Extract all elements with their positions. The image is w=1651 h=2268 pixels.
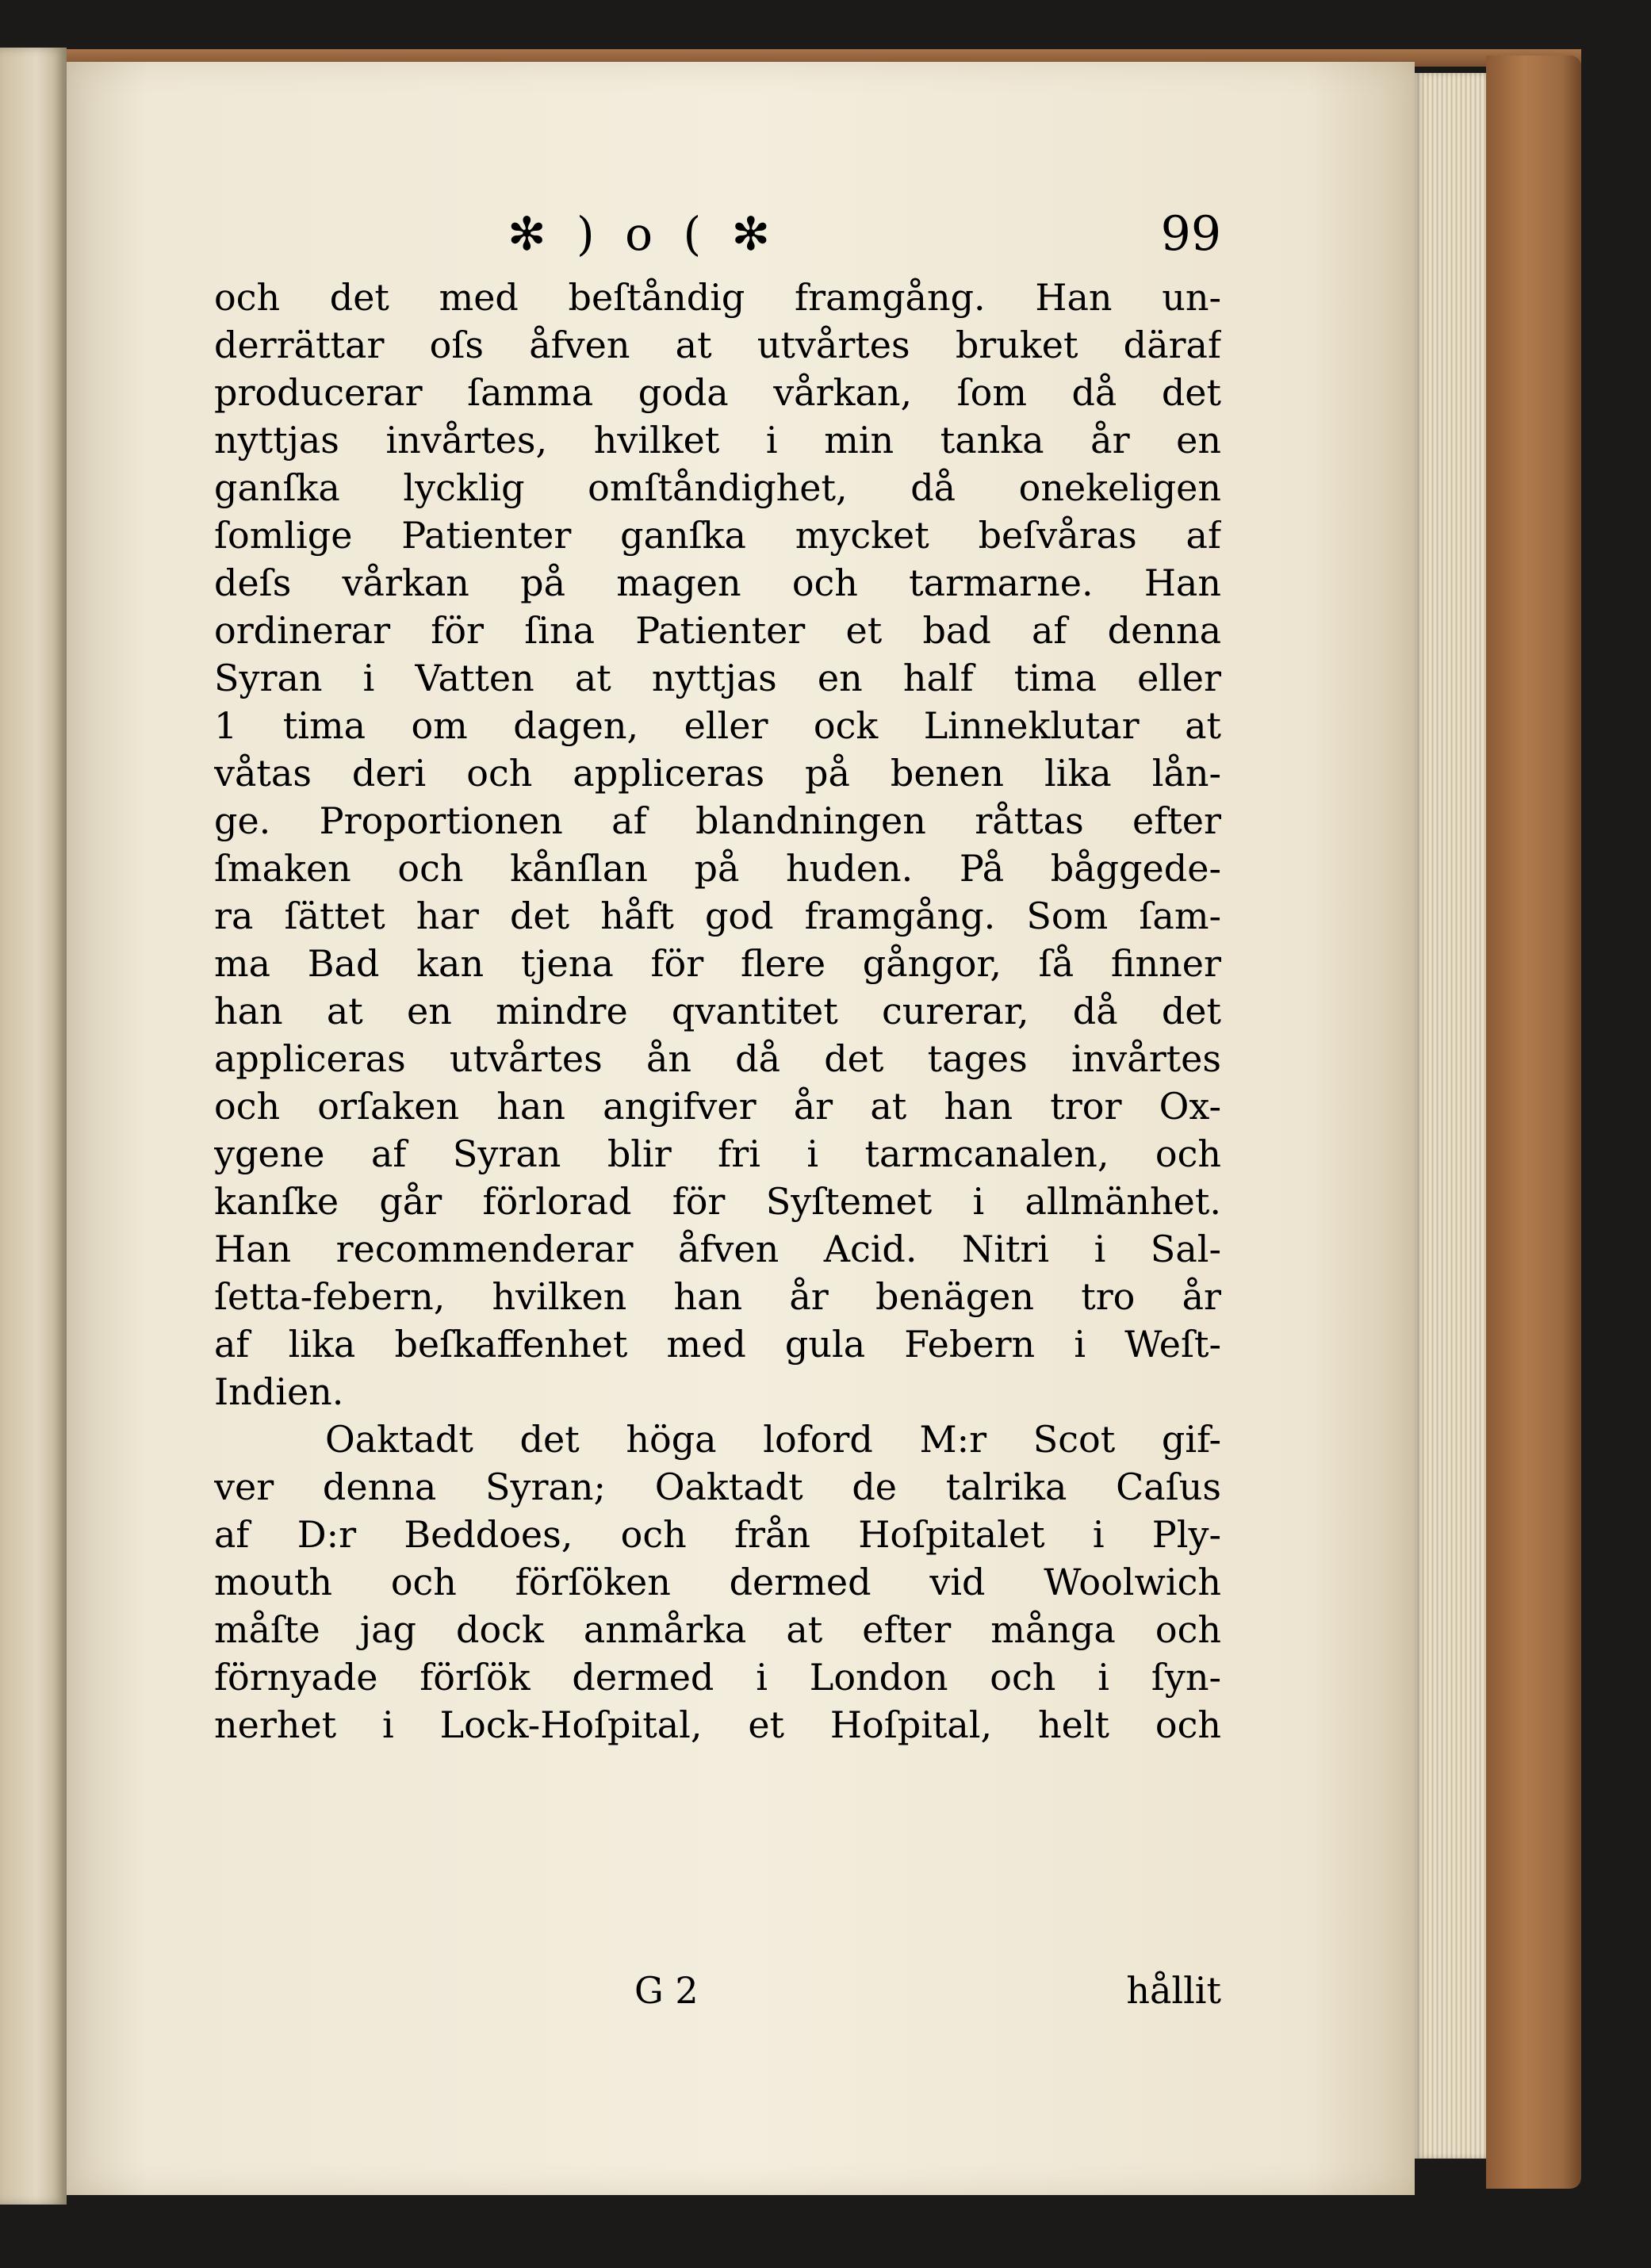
text-line: han at en mindre qvantitet curerar, då det [214,990,1221,1032]
text-line: Syran i Vatten at nyttjas en half tima eller [214,657,1221,699]
text-line: mouth och förſöken dermed vid Woolwich [214,1561,1221,1603]
text-line: af D:r Beddoes, och från Hoſpitalet i Ply- [214,1513,1221,1556]
text-line: producerar ſamma goda vårkan, ſom då det [214,371,1221,414]
catchword: hållit [1126,1969,1221,2012]
running-header [508,202,1221,266]
text-line: nyttjas invårtes, hvilket i min tanka år en [214,419,1221,462]
text-line: kanſke går förlorad för Syſtemet i allmänhet. [214,1180,1221,1223]
page-fore-edge [1415,73,1486,2159]
text-line: och orſaken han angifver år at han tror Ox- [214,1085,1221,1128]
text-line: ſetta-febern, hvilken han år benägen tro år [214,1275,1221,1318]
text-line: 1 tima om dagen, eller ock Linneklutar at [214,704,1221,747]
page-number: 99 [1160,206,1221,262]
text-line: derrättar oſs åfven at utvårtes bruket däraf [214,324,1221,366]
text-line: ſomlige Patienter ganſka mycket beſvåras af [214,514,1221,557]
page-footer [214,1967,1221,2014]
text-line: ra ſättet har det håft god framgång. Som ſam- [214,895,1221,937]
text-line: ver denna Syran; Oaktadt de talrika Caſus [214,1465,1221,1508]
text-line: ordinerar för ſina Patienter et bad af denna [214,609,1221,652]
text-line: ſmaken och kånſlan på huden. På båggede- [214,847,1221,890]
text-line: ygene af Syran blir fri i tarmcanalen, och [214,1132,1221,1175]
header-ornament: ✻ ) o ( ✻ [508,207,779,261]
left-page-edge [0,48,67,2205]
text-line: Indien. [214,1370,344,1413]
text-line: och det med beſtåndig framgång. Han un- [214,276,1221,319]
text-line: ma Bad kan tjena för flere gångor, ſå finner [214,942,1221,985]
text-line: Oaktadt det höga loford M:r Scot gif- [325,1418,1221,1461]
text-line: Han recommenderar åfven Acid. Nitri i Sal- [214,1228,1221,1270]
text-line: nerhet i Lock-Hoſpital, et Hoſpital, helt och [214,1703,1221,1746]
text-line: af lika beſkaffenhet med gula Febern i Weſt- [214,1323,1221,1366]
book-cover [1486,56,1581,2189]
text-line: appliceras utvårtes ån då det tages invårtes [214,1037,1221,1080]
text-line: förnyade förſök dermed i London och i ſyn- [214,1656,1221,1699]
text-line: våtas deri och appliceras på benen lika lån- [214,752,1221,795]
body-text [214,274,1221,1749]
signature-mark: G 2 [634,1969,699,2012]
text-line: ge. Proportionen af blandningen råttas efter [214,799,1221,842]
text-line: deſs vårkan på magen och tarmarne. Han [214,561,1221,604]
text-line: måſte jag dock anmårka at efter många och [214,1608,1221,1651]
text-line: ganſka lycklig omſtåndighet, då onekeligen [214,466,1221,509]
